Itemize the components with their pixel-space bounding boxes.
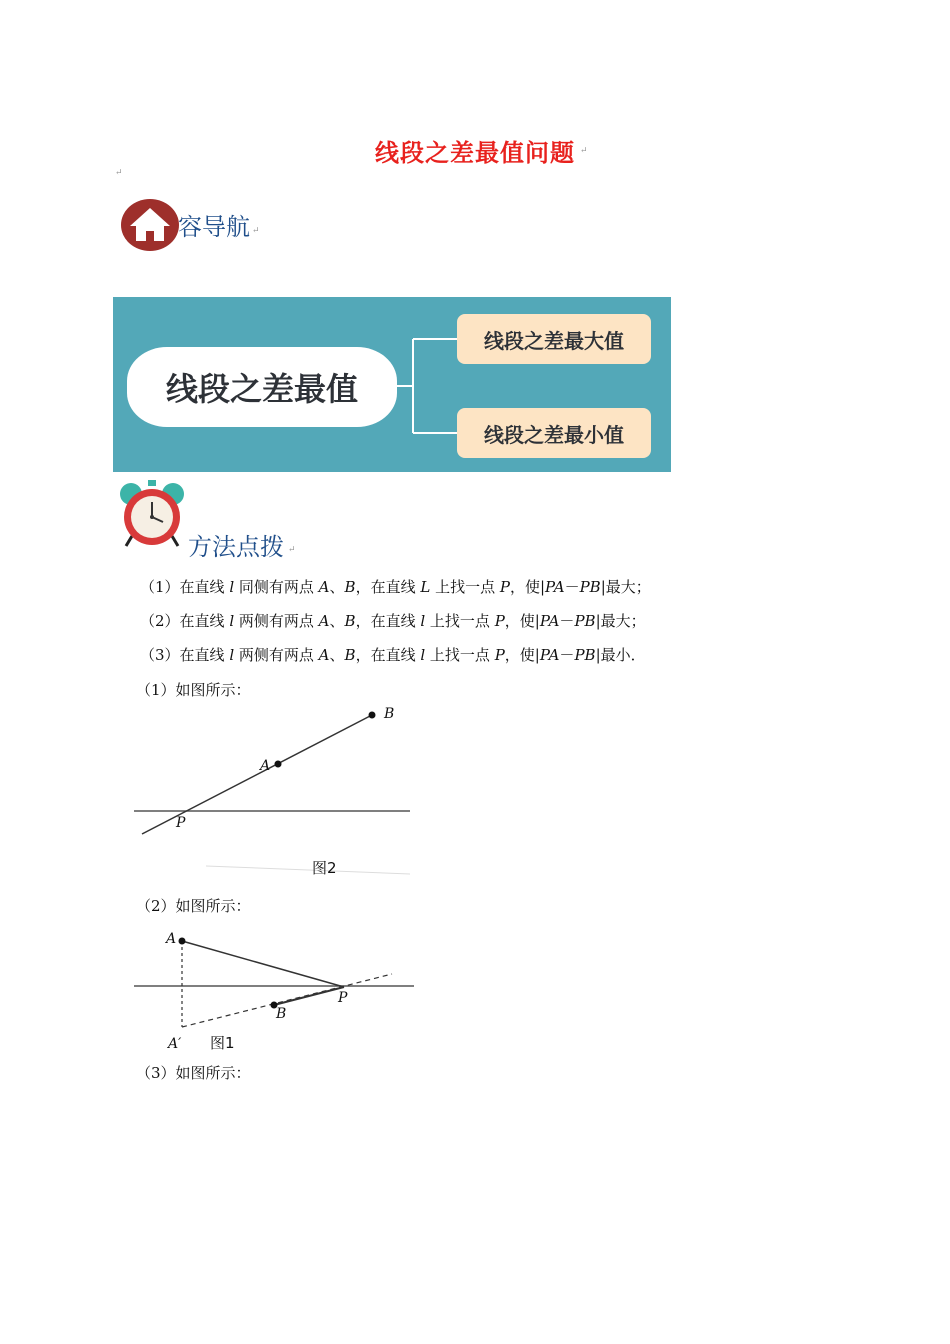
paragraph-mark: ↵ xyxy=(580,146,588,156)
alarm-clock-icon xyxy=(118,478,186,550)
nav-heading: 容导航 xyxy=(178,213,250,241)
mindmap-branch-max: 线段之差最大值 xyxy=(457,314,651,364)
method-item-2: （2）在直线 l 两侧有两点 A、B，在直线 l 上找一点 P，使|PA－PB|最大； xyxy=(140,612,646,630)
mindmap-banner xyxy=(113,297,671,472)
label-p: P xyxy=(176,815,186,831)
figure-caption-3: （3）如图所示： xyxy=(136,1064,251,1082)
page-title: 线段之差最值问题 xyxy=(375,139,575,167)
home-icon xyxy=(121,199,179,251)
mindmap-branch-min: 线段之差最小值 xyxy=(457,408,651,458)
label-a: A xyxy=(166,931,177,947)
paragraph-mark: ↵ xyxy=(252,226,260,236)
mindmap-main-node: 线段之差最值 xyxy=(127,347,397,427)
label-a-prime: A′ xyxy=(168,1036,182,1052)
label-b: B xyxy=(276,1006,287,1022)
paragraph-mark: ↵ xyxy=(288,545,296,555)
label-p: P xyxy=(338,990,348,1006)
paragraph-mark: ↵ xyxy=(115,168,123,178)
label-b: B xyxy=(384,706,395,722)
figure-2 xyxy=(134,706,412,876)
figure-1 xyxy=(134,926,416,1056)
method-heading: 方法点拨 xyxy=(188,533,284,561)
figure-caption-1: （1）如图所示： xyxy=(136,681,251,699)
figure-2-caption: 图2 xyxy=(312,859,337,877)
figure-1-caption: 图1 xyxy=(210,1034,235,1052)
figure-caption-2: （2）如图所示： xyxy=(136,897,251,915)
label-a: A xyxy=(260,758,271,774)
method-item-3: （3）在直线 l 两侧有两点 A、B，在直线 l 上找一点 P，使|PA－PB|最小． xyxy=(140,646,646,664)
method-item-1: （1）在直线 l 同侧有两点 A、B，在直线 L 上找一点 P，使|PA－PB|最大； xyxy=(140,578,651,596)
